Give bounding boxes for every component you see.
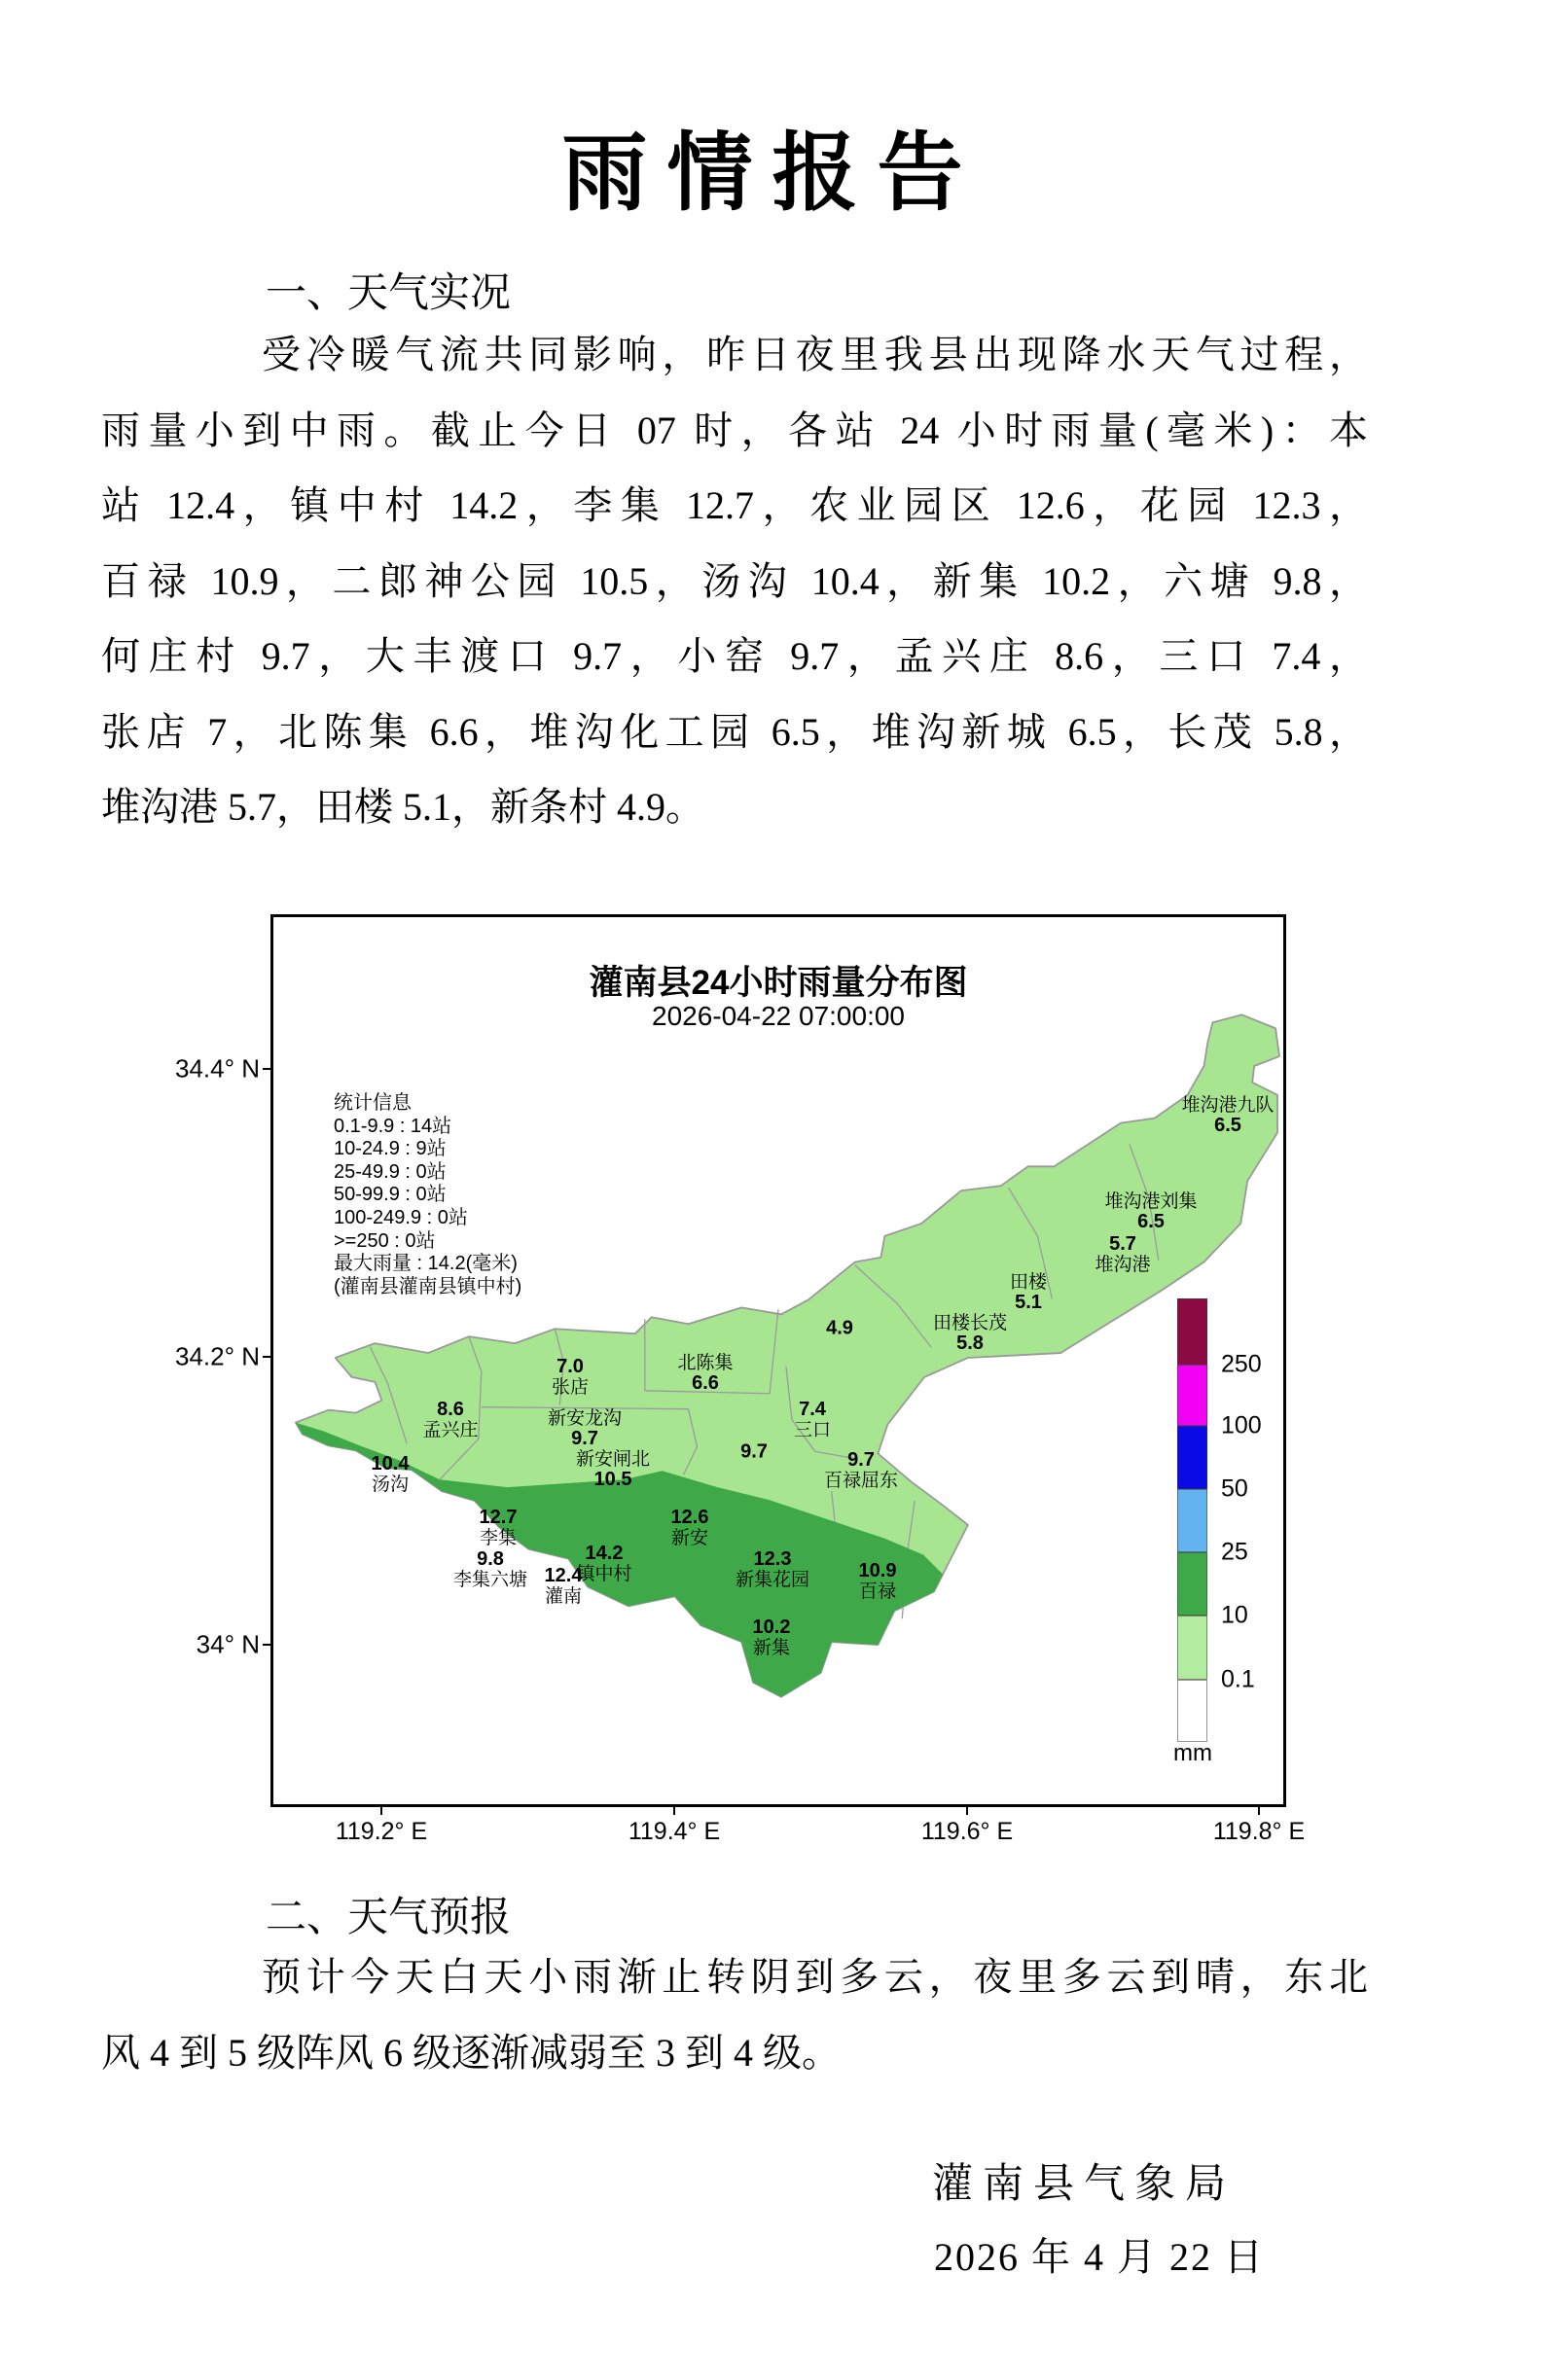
station-name: 田楼长茂: [932, 1313, 1008, 1333]
station-label: [753, 1617, 791, 1658]
stats-line: (灌南县灌南县镇中村): [334, 1275, 522, 1297]
station-label: [826, 1319, 853, 1339]
legend-color-block: [1177, 1680, 1207, 1742]
figure-title: 灌南县24小时雨量分布图: [589, 964, 968, 1002]
station-name: 堆沟港刘集: [1104, 1191, 1198, 1212]
station-label: [422, 1400, 478, 1440]
y-tick-label: 34° N: [196, 1629, 260, 1659]
stats-line: 统计信息: [334, 1092, 412, 1114]
station-label: [933, 1313, 1007, 1354]
paragraph-line: 站 12.4，镇中村 14.2，李集 12.7，农业园区 12.6，花园 12.3，: [101, 483, 1368, 527]
station-name: 孟兴庄: [422, 1420, 479, 1440]
x-tick-label: 119.8° E: [1212, 1818, 1306, 1845]
station-value: 5.7: [1109, 1233, 1136, 1255]
station-value: 5.8: [956, 1332, 984, 1354]
document-title: 雨情报告: [561, 124, 983, 221]
stats-line: 50-99.9 : 0站: [334, 1184, 447, 1206]
station-value: 4.9: [826, 1317, 853, 1339]
stats-line: 100-249.9 : 0站: [334, 1206, 468, 1228]
paragraph-line: 何庄村 9.7，大丰渡口 9.7，小窑 9.7，孟兴庄 8.6，三口 7.4，: [101, 634, 1368, 678]
station-name: 新集: [752, 1638, 790, 1658]
section2-heading: 二、天气预报: [266, 1896, 512, 1940]
signature-org: 灌南县气象局: [931, 2162, 1236, 2207]
section2-paragraph: [101, 1939, 1368, 2090]
station-name: 新安闸北: [575, 1449, 651, 1470]
station-label: [480, 1508, 518, 1548]
station-label: [677, 1353, 733, 1394]
station-name: 新安: [670, 1528, 708, 1548]
x-tick-mark: [673, 1804, 675, 1815]
x-tick-label: 119.4° E: [628, 1818, 721, 1845]
station-label: [552, 1357, 589, 1398]
x-tick-mark: [380, 1804, 382, 1815]
legend-color-block: [1177, 1616, 1207, 1680]
station-name: 堆沟港九队: [1181, 1095, 1275, 1116]
station-name: 北陈集: [677, 1353, 734, 1373]
station-label: [548, 1408, 622, 1449]
station-value: 9.7: [571, 1428, 598, 1449]
station-name: 三口: [793, 1420, 832, 1440]
station-name: 镇中村: [576, 1564, 632, 1584]
station-label: [824, 1450, 898, 1491]
legend-tick-label: 25: [1221, 1538, 1248, 1566]
section1-heading: 一、天气实况: [266, 271, 512, 316]
legend-color-block: [1177, 1552, 1207, 1616]
stats-line: >=250 : 0站: [334, 1229, 436, 1252]
station-value: 7.4: [799, 1399, 826, 1420]
stats-line: 10-24.9 : 9站: [334, 1138, 447, 1160]
paragraph-line: 雨量小到中雨。截止今日 07 时，各站 24 小时雨量(毫米)：本: [101, 408, 1368, 452]
station-name: 百禄屈东: [823, 1471, 899, 1491]
station-name: 堆沟港: [1095, 1255, 1151, 1275]
station-name: 新安龙沟: [547, 1408, 623, 1429]
station-value: 10.2: [752, 1616, 791, 1638]
county-map-svg: [273, 917, 1283, 1804]
station-value: 10.5: [593, 1469, 632, 1490]
legend-color-block: [1177, 1489, 1207, 1552]
station-name: 汤沟: [371, 1474, 409, 1495]
station-label: [1181, 1095, 1274, 1136]
paragraph-line: 受冷暖气流共同影响，昨日夜里我县出现降水天气过程，: [262, 333, 1368, 376]
x-tick-label: 119.2° E: [335, 1818, 428, 1845]
station-label: [740, 1442, 768, 1463]
legend-tick-label: 10: [1221, 1601, 1248, 1629]
station-name: 灌南: [544, 1586, 582, 1607]
station-value: 9.7: [740, 1440, 768, 1463]
stats-line: 最大雨量 : 14.2(毫米): [334, 1253, 518, 1275]
station-value: 14.2: [585, 1543, 624, 1564]
station-label: [453, 1549, 527, 1590]
station-value: 6.6: [692, 1372, 719, 1394]
stats-line: 25-49.9 : 0站: [334, 1160, 447, 1183]
station-name: 田楼: [1009, 1272, 1048, 1293]
station-name: 新集花园: [735, 1570, 810, 1590]
station-label: [576, 1544, 631, 1584]
paragraph-line: 张店 7，北陈集 6.6，堆沟化工园 6.5，堆沟新城 6.5，长茂 5.8，: [101, 709, 1368, 754]
station-value: 10.9: [858, 1560, 897, 1581]
y-tick-label: 34.2° N: [174, 1341, 260, 1371]
station-value: 8.6: [437, 1399, 464, 1420]
legend-color-block: [1177, 1365, 1207, 1426]
stats-box: [334, 1092, 521, 1298]
station-value: 5.1: [1015, 1292, 1042, 1313]
legend-tick-label: 100: [1221, 1411, 1262, 1439]
paragraph-line: 风 4 到 5 级阵风 6 级逐渐减弱至 3 到 4 级。: [101, 2030, 841, 2075]
legend-color-block: [1177, 1426, 1207, 1489]
station-name: 百禄: [858, 1581, 896, 1602]
station-label: [1095, 1234, 1150, 1275]
stats-line: 0.1-9.9 : 14站: [334, 1115, 452, 1137]
figure: [174, 914, 1306, 1845]
station-label: [372, 1454, 410, 1495]
station-label: [794, 1400, 831, 1440]
x-tick-mark: [1258, 1804, 1260, 1815]
station-label: [576, 1449, 650, 1490]
station-value: 12.6: [670, 1507, 709, 1528]
paragraph-line: 预计今天白天小雨渐止转阴到多云，夜里多云到晴，东北: [262, 1955, 1368, 1999]
station-value: 9.8: [477, 1548, 504, 1570]
y-tick-label: 34.4° N: [174, 1053, 260, 1083]
station-label: [736, 1549, 809, 1590]
y-tick-mark: [263, 1356, 273, 1358]
station-name: 李集: [479, 1528, 517, 1548]
y-tick-mark: [263, 1644, 273, 1646]
station-label: [1104, 1191, 1197, 1232]
paragraph-line: 堆沟港 5.7，田楼 5.1，新条村 4.9。: [101, 785, 704, 829]
station-name: 李集六塘: [452, 1570, 528, 1590]
x-tick-label: 119.6° E: [920, 1818, 1014, 1845]
signature-date: 2026 年 4 月 22 日: [934, 2235, 1265, 2279]
legend-tick-label: 0.1: [1221, 1665, 1255, 1693]
station-value: 6.5: [1137, 1211, 1165, 1232]
figure-subtitle: 2026-04-22 07:00:00: [652, 1001, 905, 1031]
station-label: [1010, 1272, 1047, 1313]
station-value: 12.3: [753, 1548, 792, 1570]
y-tick-mark: [263, 1068, 273, 1070]
legend-tick-label: 250: [1221, 1350, 1262, 1378]
paragraph-line: 百禄 10.9，二郎神公园 10.5，汤沟 10.4，新集 10.2，六塘 9.8，: [101, 558, 1368, 603]
station-value: 12.4: [544, 1565, 583, 1586]
station-value: 9.7: [847, 1449, 875, 1471]
station-value: 10.4: [371, 1453, 410, 1474]
legend-tick-label: 50: [1221, 1474, 1248, 1503]
station-label: [671, 1508, 709, 1548]
x-tick-mark: [966, 1804, 968, 1815]
station-label: [545, 1566, 583, 1607]
station-name: 张店: [551, 1377, 590, 1398]
station-label: [859, 1561, 897, 1602]
station-value: 6.5: [1214, 1115, 1241, 1136]
legend-unit: mm: [1173, 1740, 1212, 1766]
section1-paragraph: [101, 317, 1368, 845]
station-value: 12.7: [479, 1507, 518, 1528]
station-value: 7.0: [557, 1356, 584, 1377]
legend-color-block: [1177, 1298, 1207, 1365]
